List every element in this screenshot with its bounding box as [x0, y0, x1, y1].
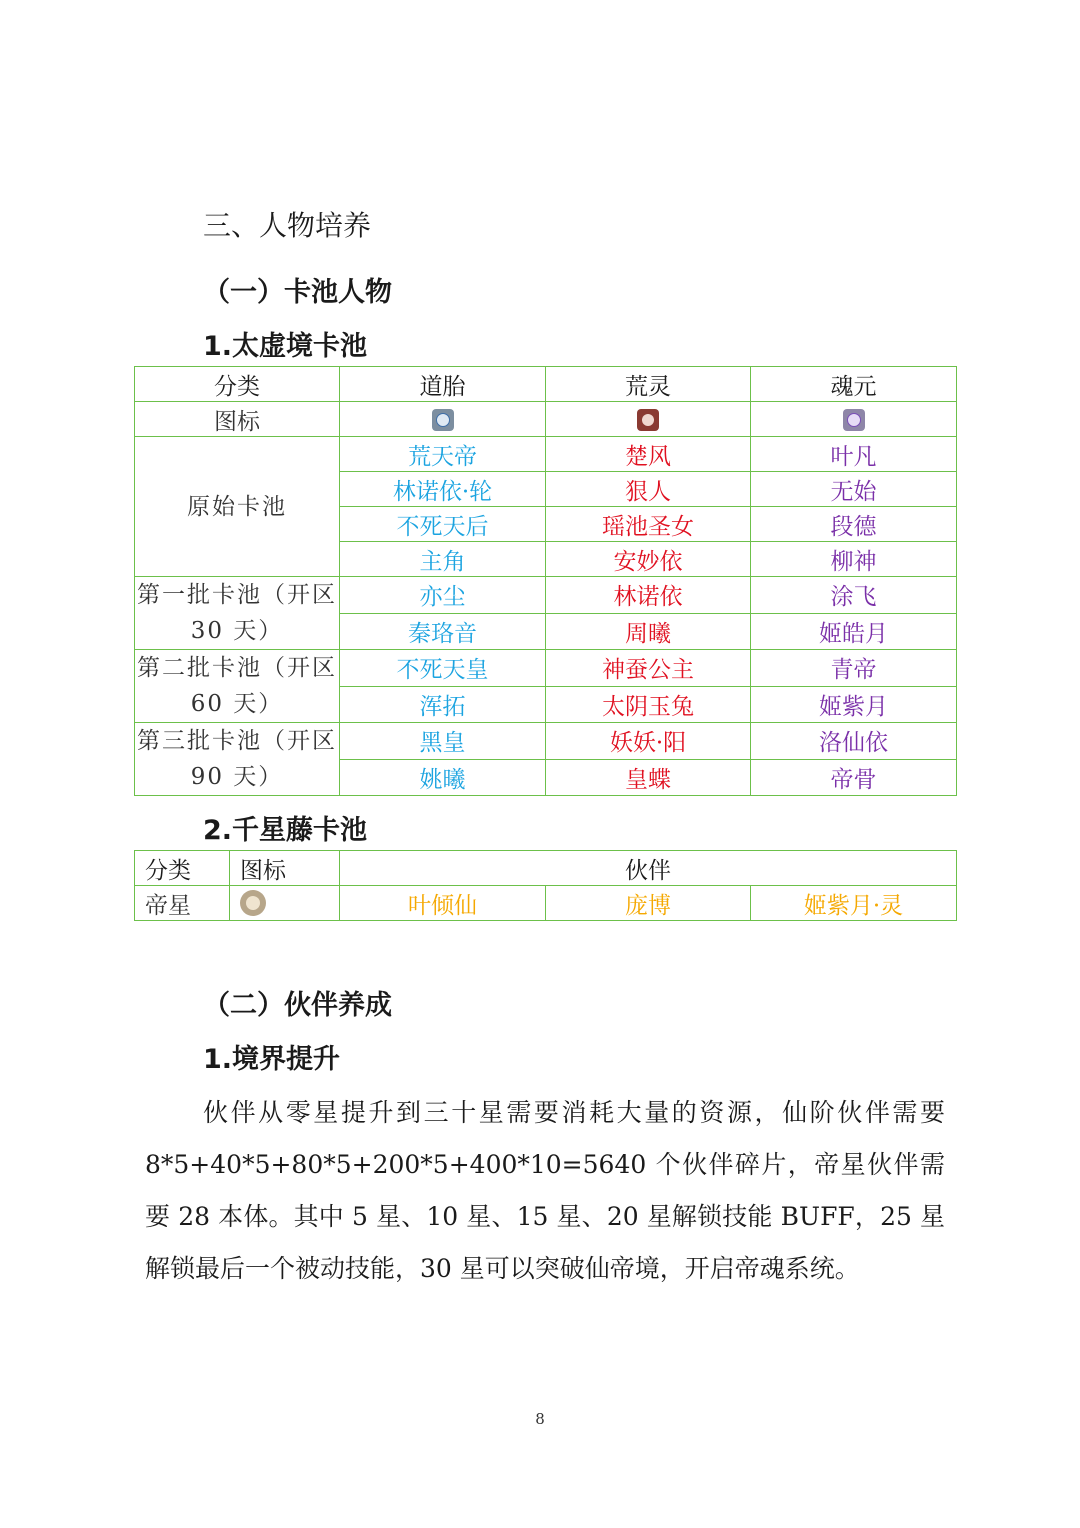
page-number: 8 — [535, 1410, 545, 1428]
header-partners: 伙伴 — [340, 851, 957, 886]
hunyuan-icon — [843, 409, 865, 431]
dixing-icon-cell — [230, 886, 340, 921]
huangling-character: 林诺依 — [546, 577, 751, 614]
huangling-icon-cell — [546, 402, 751, 437]
pool-group-label: 第三批卡池（开区 90 天） — [135, 723, 340, 796]
daotai-character: 荒天帝 — [340, 437, 546, 472]
huangling-character: 安妙依 — [546, 542, 751, 577]
hunyuan-character: 青帝 — [751, 650, 957, 687]
subsection-partner-growth: （二）伙伴养成 — [203, 990, 392, 1021]
section-title: 三、人物培养 — [203, 209, 372, 242]
hunyuan-character: 姬紫月 — [751, 686, 957, 723]
taixu-pool-table — [134, 366, 957, 796]
paragraph-text: 伙伴从零星提升到三十星需要消耗大量的资源，仙阶伙伴需要 8*5+40*5+80*5+200*5+400*10=5640 个伙伴碎片，帝星伙伴需要 28 本体。其中 5 星、10 星、15 星、20 星解锁技能 BUFF，25 星解锁最后一个被动技能，30 星可以突破仙帝境，开启帝魂系统。 — [145, 1098, 945, 1283]
hunyuan-character: 柳神 — [751, 542, 957, 577]
hunyuan-character: 无始 — [751, 472, 957, 507]
hunyuan-icon-cell — [751, 402, 957, 437]
table-row — [135, 577, 957, 614]
huangling-character: 周曦 — [546, 613, 751, 650]
icon-row — [135, 402, 957, 437]
daotai-character: 主角 — [340, 542, 546, 577]
partner-name: 庞博 — [546, 886, 751, 921]
daotai-character: 姚曦 — [340, 759, 546, 796]
daotai-icon-cell — [340, 402, 546, 437]
daotai-character: 秦珞音 — [340, 613, 546, 650]
header-category: 分类 — [135, 851, 230, 886]
hunyuan-character: 姬皓月 — [751, 613, 957, 650]
hunyuan-character: 洛仙依 — [751, 723, 957, 760]
huangling-character: 妖妖·阳 — [546, 723, 751, 760]
pool-group-label: 第二批卡池（开区 60 天） — [135, 650, 340, 723]
daotai-icon — [432, 409, 454, 431]
header-daotai: 道胎 — [340, 367, 546, 402]
subsection-card-pool: （一）卡池人物 — [203, 277, 392, 308]
pool-group-label: 第一批卡池（开区 30 天） — [135, 577, 340, 650]
partner-name: 叶倾仙 — [340, 886, 546, 921]
table-row — [135, 723, 957, 760]
category-dixing: 帝星 — [135, 886, 230, 921]
daotai-character: 亦尘 — [340, 577, 546, 614]
daotai-character: 林诺依·轮 — [340, 472, 546, 507]
hunyuan-character: 帝骨 — [751, 759, 957, 796]
huangling-character: 神蚕公主 — [546, 650, 751, 687]
header-icon: 图标 — [230, 851, 340, 886]
table-row — [135, 650, 957, 687]
table-row — [135, 437, 957, 472]
huangling-character: 皇蝶 — [546, 759, 751, 796]
daotai-character: 浑拓 — [340, 686, 546, 723]
hunyuan-character: 涂飞 — [751, 577, 957, 614]
hunyuan-character: 段德 — [751, 507, 957, 542]
pool-taixu-title: 1.太虚境卡池 — [203, 331, 368, 362]
qianxing-pool-table — [134, 850, 957, 921]
huangling-character: 太阴玉兔 — [546, 686, 751, 723]
huangling-character: 狠人 — [546, 472, 751, 507]
header-category: 分类 — [135, 367, 340, 402]
growth-realm-title: 1.境界提升 — [203, 1044, 341, 1075]
pool-qianxing-title: 2.千星藤卡池 — [203, 815, 368, 846]
daotai-character: 黑皇 — [340, 723, 546, 760]
daotai-character: 不死天皇 — [340, 650, 546, 687]
huangling-character: 楚风 — [546, 437, 751, 472]
table-row — [135, 886, 957, 921]
pool-group-label: 原始卡池 — [135, 437, 340, 577]
huangling-icon — [637, 409, 659, 431]
table-header-row — [135, 851, 957, 886]
dixing-icon — [240, 890, 266, 916]
partner-name: 姬紫月·灵 — [751, 886, 957, 921]
huangling-character: 瑶池圣女 — [546, 507, 751, 542]
icon-row-label: 图标 — [135, 402, 340, 437]
daotai-character: 不死天后 — [340, 507, 546, 542]
header-huangling: 荒灵 — [546, 367, 751, 402]
hunyuan-character: 叶凡 — [751, 437, 957, 472]
body-paragraph — [145, 1087, 945, 1295]
header-hunyuan: 魂元 — [751, 367, 957, 402]
table-header-row — [135, 367, 957, 402]
